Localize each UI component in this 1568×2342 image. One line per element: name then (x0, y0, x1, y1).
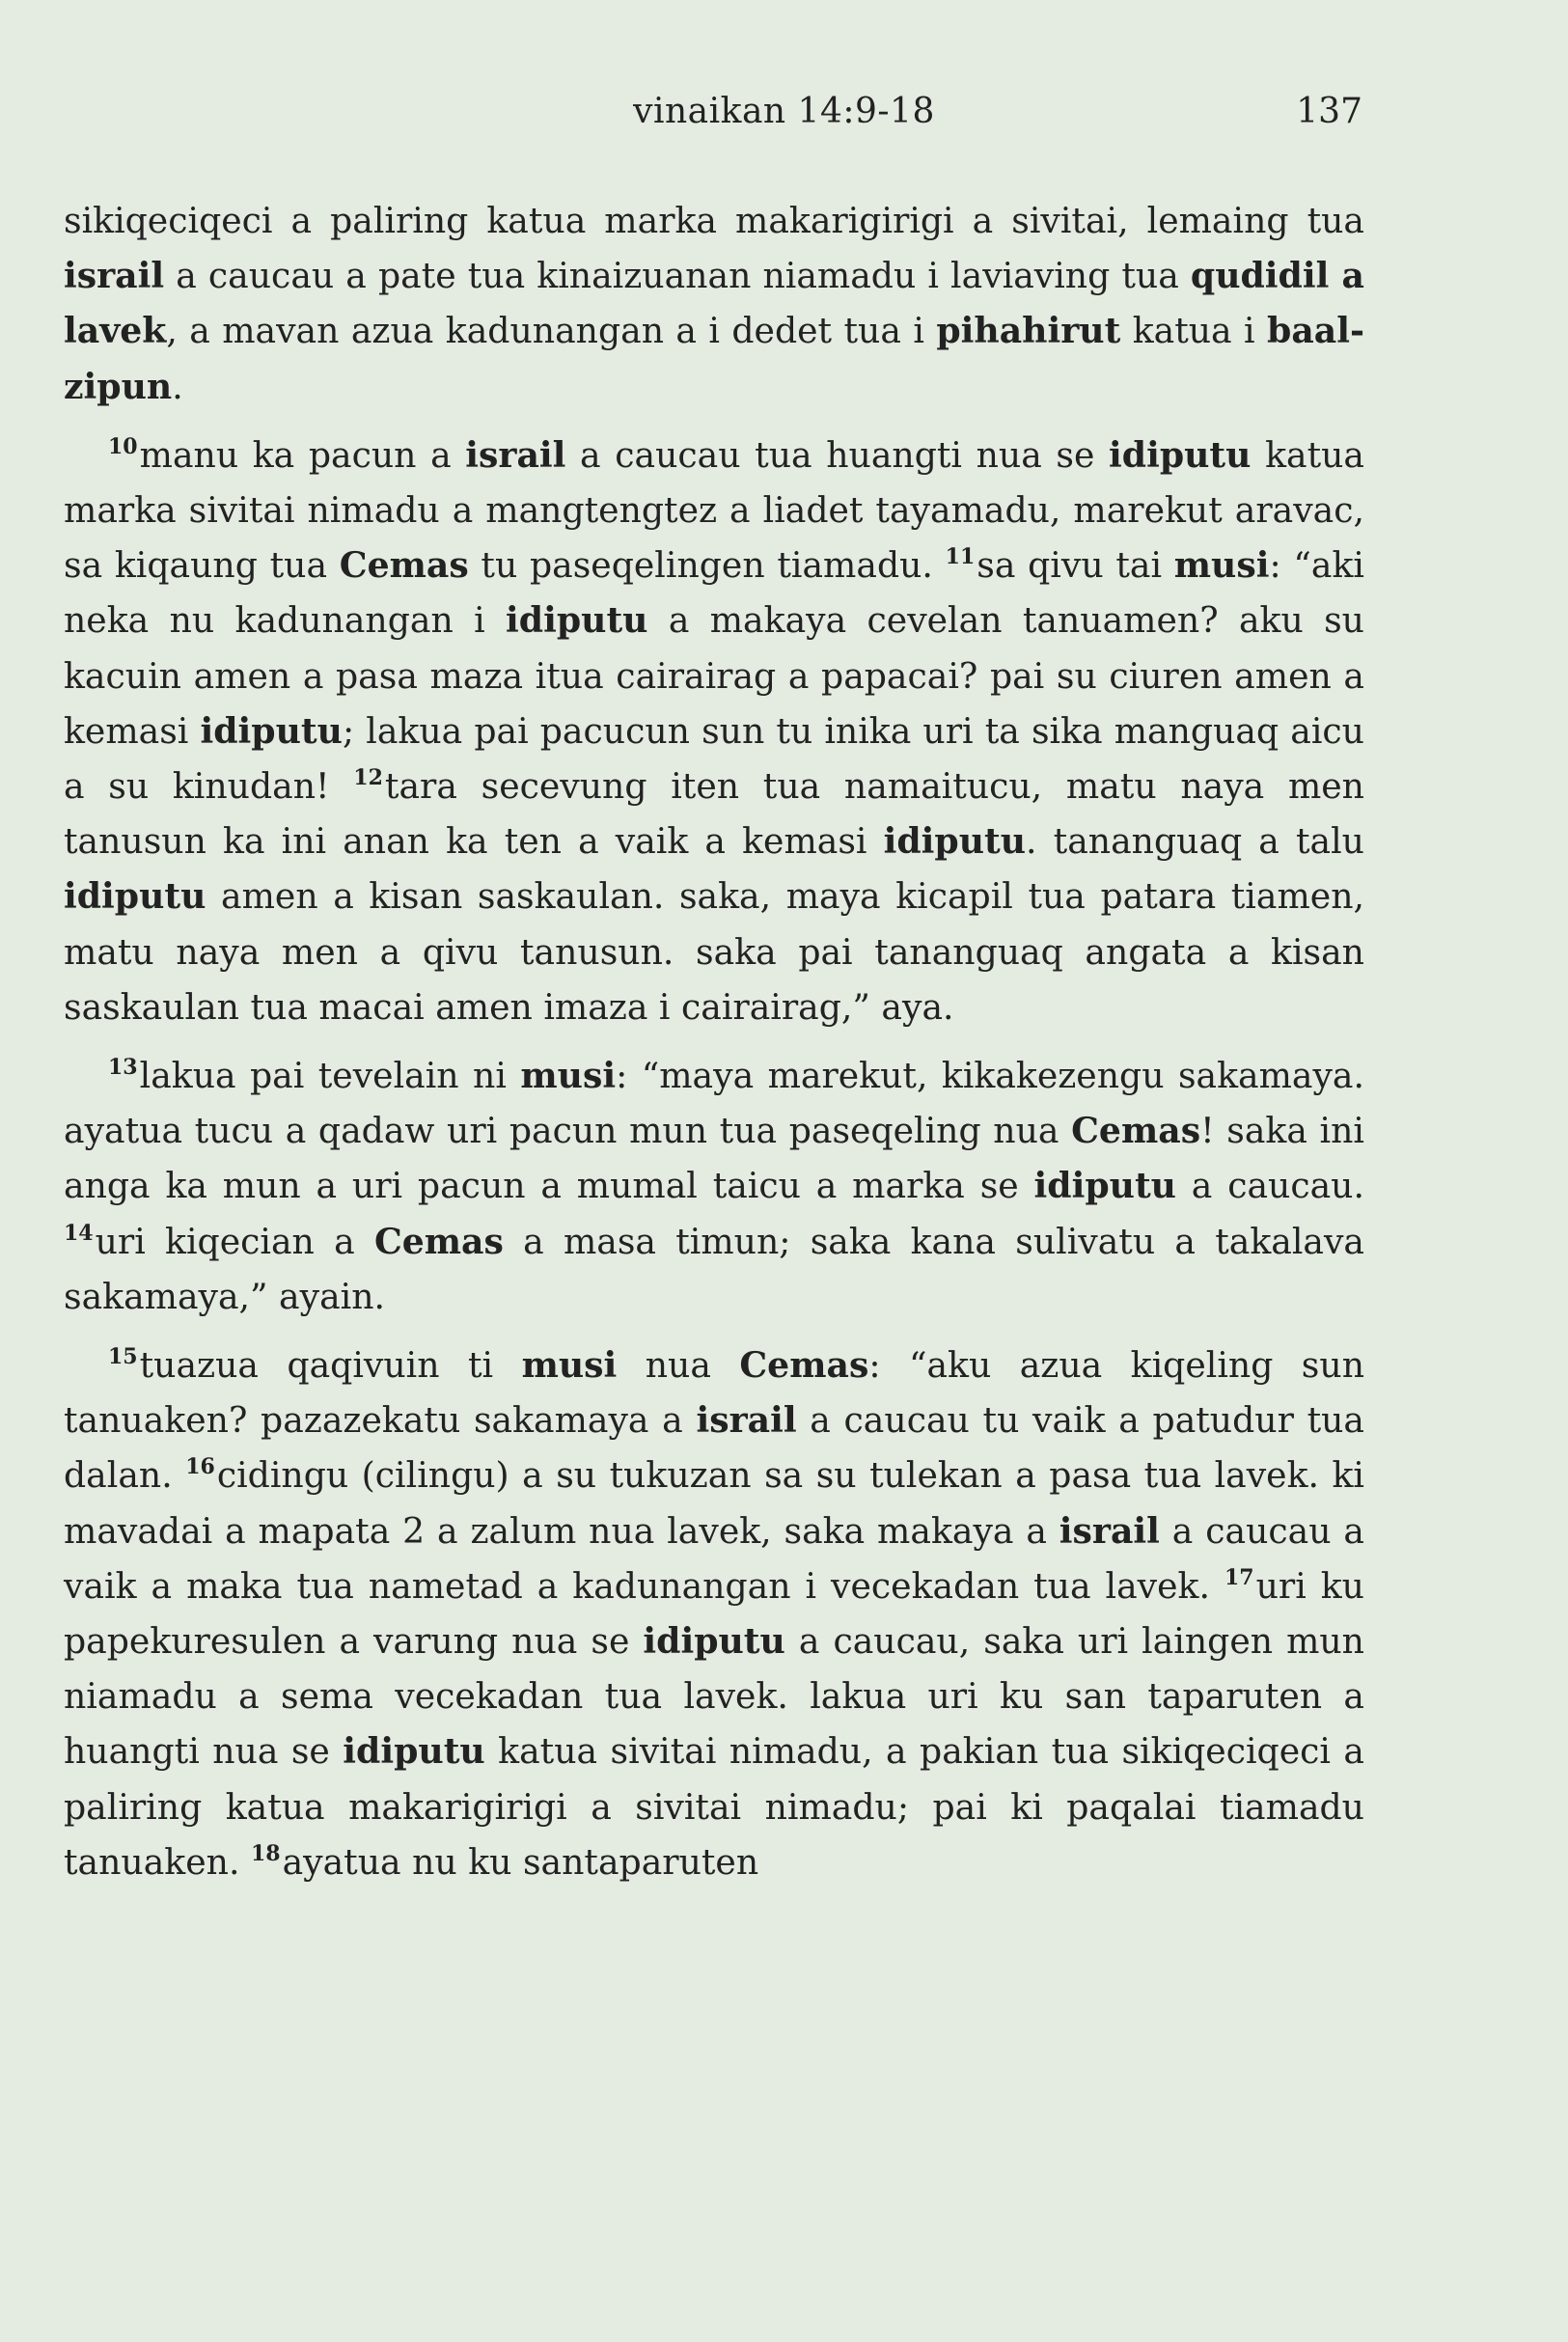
text-run: a caucau. (1175, 1165, 1364, 1207)
text-run: cidingu (cilingu) a su tukuzan sa su tulekan a pasa tua lavek. ki mavadai a mapata 2 a zalum nua lavek, saka makaya a (64, 1454, 1364, 1552)
bold-term: Cemas (1071, 1110, 1201, 1152)
text-run: a caucau a pate tua kinaizuanan niamadu i laviaving tua (164, 255, 1191, 297)
running-head: vinaikan 14:9-18 (633, 92, 935, 131)
verse-number: 10 (108, 433, 138, 459)
body-text (64, 193, 1364, 1889)
text-run: , a mavan azua kadunangan a i dedet tua i (166, 310, 937, 352)
text-run: : “maya marekut, kikakezengu sakamaya. ayatua tucu a qadaw uri pacun mun tua paseqeling nua (64, 1055, 1364, 1152)
text-run: : “aki neka nu kadunangan i (64, 544, 1364, 642)
paragraph (64, 1048, 1364, 1324)
bold-term: idiputu (64, 875, 206, 918)
text-run: nua (617, 1344, 740, 1387)
verse-number: 17 (1224, 1564, 1254, 1590)
paragraph (64, 427, 1364, 1034)
bold-term: idiputu (883, 820, 1027, 863)
paragraph (64, 193, 1364, 414)
verse-number: 15 (108, 1344, 138, 1370)
bold-term: idiputu (506, 599, 648, 642)
bold-term: Cemas (339, 544, 469, 587)
text-run: uri kiqecian a (95, 1220, 374, 1262)
bold-term: idiputu (200, 709, 343, 752)
paragraph (64, 1337, 1364, 1889)
text-run: a masa timun; saka kana sulivatu a takalava sakamaya,” ayain. (64, 1220, 1364, 1317)
text-run: lakua pai tevelain ni (139, 1055, 521, 1097)
bold-term: baal-zipun (64, 310, 1365, 407)
text-run: katua marka sivitai nimadu a mangtengtez a liadet tayamadu, marekut aravac, sa kiqaung tua (64, 433, 1364, 587)
bold-term: pihahirut (936, 310, 1121, 352)
verse-number: 11 (945, 544, 976, 570)
text-run: katua sivitai nimadu, a pakian tua sikiqeciqeci a paliring katua makarigirigi a sivitai nimadu; pai ki paqalai tiamadu tanuaken. (64, 1730, 1364, 1883)
page-header (0, 92, 1568, 140)
verse-number: 16 (185, 1454, 215, 1480)
bold-term: idiputu (643, 1620, 785, 1663)
text-run: tara secevung iten tua namaitucu, matu naya men tanusun ka ini anan ka ten a vaik a kemasi (64, 765, 1364, 863)
text-run: . tananguaq a talu (1026, 820, 1364, 863)
text-run: a caucau, saka uri laingen mun niamadu a sema vecekadan tua lavek. lakua uri ku san taparuten a huangti nua se (64, 1620, 1364, 1773)
bold-term: musi (1173, 544, 1270, 587)
bold-term: musi (521, 1344, 618, 1387)
bold-term: israil (696, 1399, 797, 1442)
text-run: ! saka ini anga ka mun a uri pacun a mumal taicu a marka se (64, 1110, 1364, 1207)
bold-term: israil (465, 433, 566, 476)
bold-term: Cemas (739, 1344, 869, 1387)
text-run: a makaya cevelan tanuamen? aku su kacuin amen a pasa maza itua cairairag a papacai? pai su ciuren amen a kemasi (64, 599, 1364, 752)
text-run: tuazua qaqivuin ti (139, 1344, 522, 1387)
text-run: ayatua nu ku santaparuten (282, 1840, 759, 1883)
text-run: katua i (1120, 310, 1268, 352)
page-number: 137 (1296, 92, 1362, 131)
text-run: a caucau a vaik a maka tua nametad a kadunangan i vecekadan tua lavek. (64, 1509, 1364, 1607)
bold-term: idiputu (1109, 433, 1252, 476)
text-run: ; lakua pai pacucun sun tu inika uri ta sika manguaq aicu a su kinudan! (64, 709, 1364, 808)
bold-term: qudidil a lavek (64, 255, 1364, 352)
text-run: manu ka pacun a (139, 433, 466, 476)
verse-number: 18 (250, 1840, 281, 1866)
verse-number: 12 (353, 765, 383, 791)
text-run: amen a kisan saskaulan. saka, maya kicapil tua patara tiamen, matu naya men a qivu tanusun. saka pai tananguaq angata a kisan saskaulan tua macai amen imaza i cairairag,” aya. (64, 875, 1364, 1028)
text-run: a caucau tu vaik a patudur tua dalan. (64, 1399, 1364, 1497)
text-run: a caucau tua huangti nua se (565, 433, 1110, 476)
bold-term: israil (64, 255, 165, 297)
bold-term: israil (1059, 1509, 1160, 1552)
verse-number: 14 (64, 1220, 94, 1246)
text-run: uri ku papekuresulen a varung nua se (64, 1564, 1364, 1663)
bold-term: idiputu (1033, 1165, 1176, 1207)
verse-number: 13 (108, 1055, 138, 1081)
text-run: tu paseqelingen tiamadu. (468, 544, 946, 587)
text-run: . (172, 365, 183, 407)
bold-term: Cemas (373, 1220, 504, 1262)
bold-term: musi (520, 1055, 617, 1097)
bold-term: idiputu (343, 1730, 485, 1773)
text-run: sikiqeciqeci a paliring katua marka makarigirigi a sivitai, lemaing tua (64, 200, 1364, 241)
text-run: sa qivu tai (977, 544, 1174, 587)
text-run: : “aku azua kiqeling sun tanuaken? pazazekatu sakamaya a (64, 1344, 1364, 1442)
